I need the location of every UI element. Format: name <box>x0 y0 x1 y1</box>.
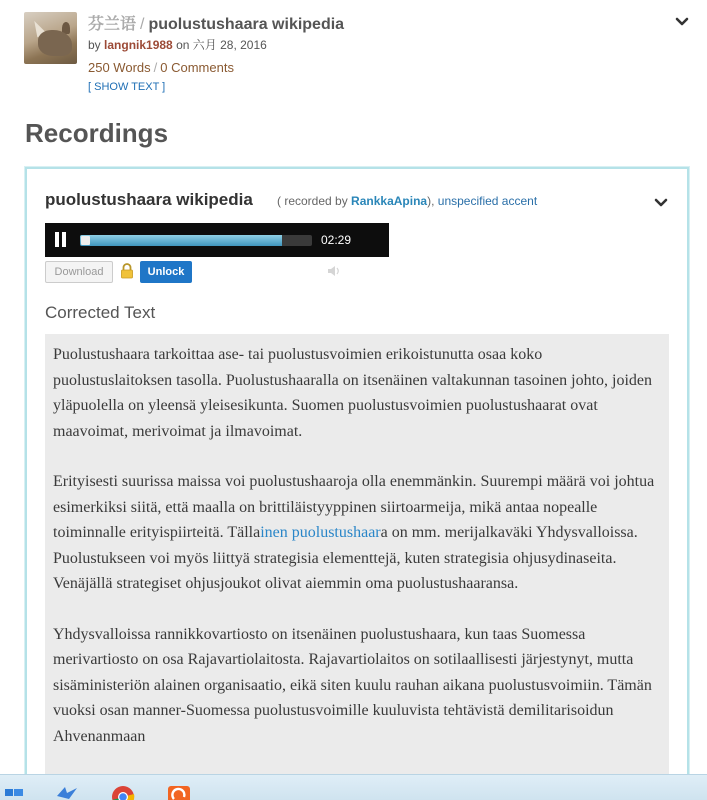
accent-label: unspecified accent <box>437 194 538 208</box>
text-header <box>24 10 694 100</box>
recorder-link[interactable]: RankkaApina <box>351 194 428 208</box>
paragraph: Puolustushaara tarkoittaa ase- tai puolustusvoimien erikoistunutta osaa koko puolustuslaitoksen tasolla. Puolustushaaralla on itsenäinen valtakunnan tasoinen johto, joiden yläpuolella on yleensä yleisesikunta. Suomen puolustusvoimien puolustushaarat ovat maavoimat, merivoimat ja ilmavoimat. <box>53 346 653 440</box>
comment-count[interactable]: 0 Comments <box>160 60 234 75</box>
bird-app-icon[interactable] <box>54 784 80 800</box>
language-link[interactable]: 芬兰语 <box>88 16 137 33</box>
user-avatar[interactable] <box>24 12 77 64</box>
text-title[interactable]: puolustushaara wikipedia <box>148 16 345 33</box>
chrome-icon[interactable] <box>110 784 136 800</box>
stats-separator: / <box>153 60 158 75</box>
text-stats <box>88 60 234 75</box>
corrected-text-link[interactable]: inen puolustushaar <box>260 524 381 541</box>
pause-icon[interactable] <box>53 232 69 248</box>
recorded-by-prefix: ( recorded by <box>277 194 348 208</box>
volume-icon[interactable] <box>327 264 341 278</box>
byline <box>88 36 267 53</box>
download-button[interactable]: Download <box>45 261 113 283</box>
author-link[interactable]: langnik1988 <box>104 38 173 52</box>
paragraph <box>53 469 659 597</box>
title-separator: / <box>140 16 145 33</box>
orange-app-icon[interactable] <box>166 784 192 800</box>
windows-start-icon[interactable] <box>2 784 28 800</box>
lock-icon <box>120 263 134 279</box>
show-text-link[interactable]: [ SHOW TEXT ] <box>88 81 166 93</box>
corrected-text-box <box>45 334 669 800</box>
recordings-heading: Recordings <box>25 118 169 148</box>
recording-meta <box>277 194 537 208</box>
seek-bar[interactable] <box>80 235 312 246</box>
seek-handle[interactable] <box>81 236 90 245</box>
seek-bar-progress <box>80 235 282 246</box>
playback-time: 02:29 <box>321 233 352 247</box>
paragraph-text: Erityisesti suurissa maissa voi puolustushaaroja olla enemmänkin. Suurempi määrä voi johtua esimerkiksi siitä, että maalla on brittiläistyyppinen siirtoarmeija, mikä antaa nopealle toiminnalle erityispiirteitä. Tälla <box>53 473 655 541</box>
paragraph-text: a on mm. merijalkaväki Yhdysvalloissa. Puolustukseen voi myös liittyä strategisia elementtejä, kuten strategisia ohjusydinaseita. Venäjällä strategiset ohjusjoukot olivat aiemmin oma puolustushaaransa. <box>53 524 638 592</box>
by-prefix: by <box>88 38 101 52</box>
audio-player <box>45 223 389 257</box>
recording-card <box>25 167 689 800</box>
unlock-button[interactable]: Unlock <box>140 261 192 283</box>
recorded-by-suffix: ), <box>427 194 435 208</box>
word-count: 250 Words <box>88 60 151 75</box>
recording-title[interactable]: puolustushaara wikipedia <box>45 190 253 209</box>
corrected-text-heading: Corrected Text <box>45 303 156 322</box>
paragraph: Yhdysvalloissa rannikkovartiosto on itsenäinen puolustushaara, kun taas Suomessa merivartiosto on osa Rajavartiolaitosta. Rajavartiolaitos on sotilaallisesti järjestynyt, mutta sisäministeriön alainen organisaatio, eikä siten kuulu rauhan aikana puolustusvoimiin. Tämän vuoksi osan manner-Suomessa puolustusvoimille kuuluvista tehtävistä demilitarisoidun Ahvenanmaan <box>53 625 652 745</box>
chevron-down-icon[interactable] <box>674 14 690 30</box>
date-prefix: on <box>176 38 190 52</box>
post-date: 六月 28, 2016 <box>192 38 267 52</box>
chevron-down-icon[interactable] <box>653 195 669 211</box>
text-title-line <box>88 11 344 34</box>
os-taskbar <box>0 774 707 800</box>
